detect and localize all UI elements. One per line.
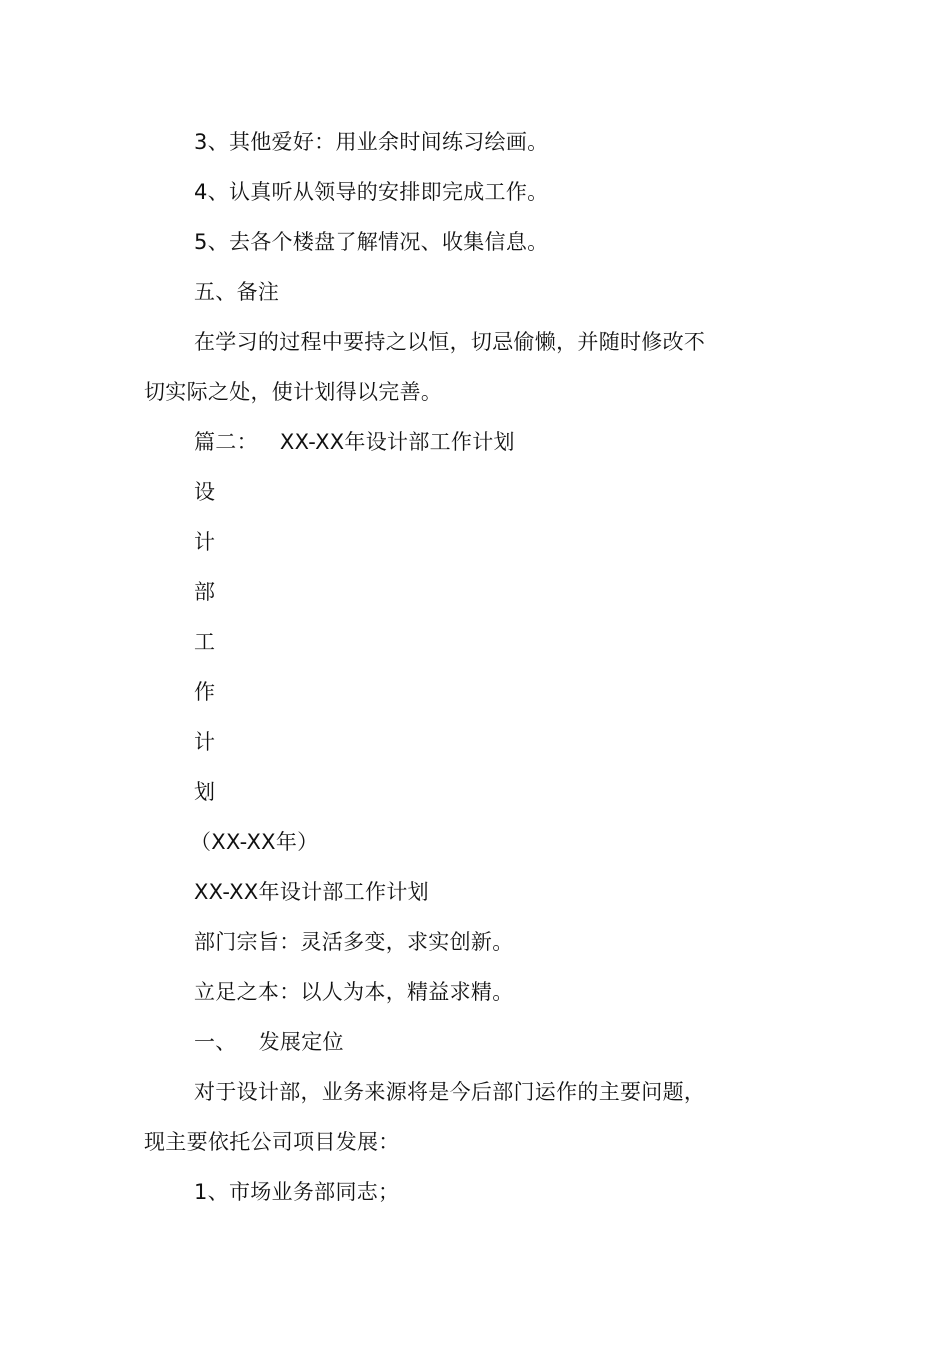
vertical-title-char: 部 — [194, 580, 216, 604]
chapter-title — [194, 429, 515, 455]
year-range: （XX-XX年） — [190, 830, 319, 854]
chapter-title-text: XX-XX年设计部工作计划 — [279, 430, 515, 454]
plan-title: XX-XX年设计部工作计划 — [194, 880, 429, 904]
vertical-title-char: 作 — [194, 680, 216, 704]
section-title: 发展定位 — [258, 1030, 344, 1054]
vertical-title-char: 划 — [194, 780, 216, 804]
section-heading-positioning — [194, 1029, 344, 1055]
paragraph-line: 在学习的过程中要持之以恒，切忌偷懒，并随时修改不 — [194, 330, 706, 354]
paragraph-line: 对于设计部，业务来源将是今后部门运作的主要问题， — [194, 1080, 706, 1104]
section-number: 一、 — [194, 1030, 237, 1054]
list-item-follow-leader: 4、认真听从领导的安排即完成工作。 — [194, 180, 549, 204]
vertical-title-char: 设 — [194, 480, 216, 504]
vertical-title-char: 工 — [194, 630, 216, 654]
paragraph-line: 现主要依托公司项目发展： — [144, 1130, 400, 1154]
paragraph-line: 切实际之处，使计划得以完善。 — [144, 380, 443, 404]
vertical-title-char: 计 — [194, 530, 216, 554]
department-purpose: 部门宗旨：灵活多变，求实创新。 — [194, 930, 514, 954]
foundation-statement: 立足之本：以人为本，精益求精。 — [194, 980, 514, 1004]
chapter-label: 篇二： — [194, 430, 258, 454]
section-heading-remarks: 五、备注 — [194, 280, 280, 304]
list-item-market-dept: 1、市场业务部同志； — [194, 1180, 400, 1204]
vertical-title-char: 计 — [194, 730, 216, 754]
list-item-hobby: 3、其他爱好：用业余时间练习绘画。 — [194, 130, 549, 154]
list-item-visit-buildings: 5、去各个楼盘了解情况、收集信息。 — [194, 230, 549, 254]
